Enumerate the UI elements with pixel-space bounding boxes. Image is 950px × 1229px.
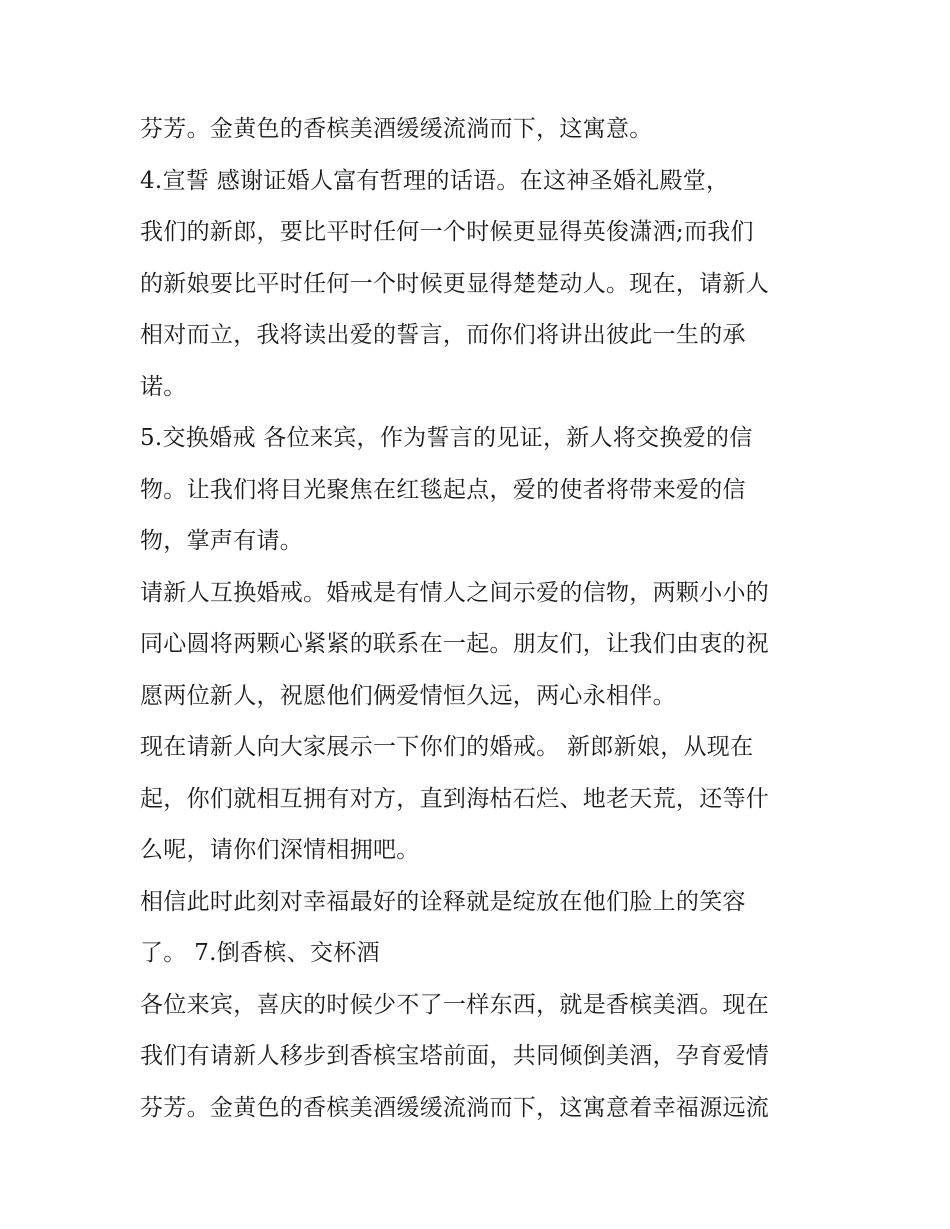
- text-line: 我们有请新人移步到香槟宝塔前面，共同倾倒美酒，孕育爱情: [140, 1043, 770, 1069]
- text-line: 同心圆将两颗心紧紧的联系在一起。朋友们，让我们由衷的祝: [140, 631, 770, 657]
- document-body: [140, 104, 820, 1134]
- text-line: 请新人互换婚戒。婚戒是有情人之间示爱的信物，两颗小小的: [140, 579, 770, 606]
- text-line: 么呢，请你们深情相拥吧。: [140, 837, 420, 863]
- text-line: 4.宣誓 感谢证婚人富有哲理的话语。在这神圣婚礼殿堂，: [140, 167, 730, 194]
- text-line: 物，掌声有请。: [140, 528, 304, 554]
- text-line: 相对而立，我将读出爱的誓言，而你们将讲出彼此一生的承: [140, 322, 746, 348]
- text-line: 了。 7.倒香槟、交杯酒: [140, 940, 380, 966]
- text-line: 芬芳。金黄色的香槟美酒缓缓流淌而下，这寓意着幸福源远流: [140, 1094, 770, 1121]
- text-line: 起，你们就相互拥有对方，直到海枯石烂、地老天荒，还等什: [140, 785, 770, 812]
- text-line: 现在请新人向大家展示一下你们的婚戒。 新郎新娘，从现在: [140, 734, 754, 760]
- text-line: 各位来宾，喜庆的时候少不了一样东西，就是香槟美酒。现在: [140, 991, 770, 1018]
- text-line: 愿两位新人，祝愿他们俩爱情恒久远，两心永相伴。: [140, 682, 676, 709]
- text-line: 芬芳。金黄色的香槟美酒缓缓流淌而下，这寓意。: [140, 116, 653, 142]
- text-line: 相信此时此刻对幸福最好的诠释就是绽放在他们脸上的笑容: [140, 888, 746, 915]
- text-line: 物。让我们将目光聚焦在红毯起点，爱的使者将带来爱的信: [140, 476, 746, 503]
- text-line: 诺。: [140, 373, 187, 400]
- text-line: 我们的新郎，要比平时任何一个时候更显得英俊潇洒;而我们: [140, 219, 754, 245]
- text-line: 的新娘要比平时任何一个时候更显得楚楚动人。现在，请新人: [140, 270, 770, 297]
- text-line: 5.交换婚戒 各位来宾，作为誓言的见证，新人将交换爱的信: [140, 425, 753, 451]
